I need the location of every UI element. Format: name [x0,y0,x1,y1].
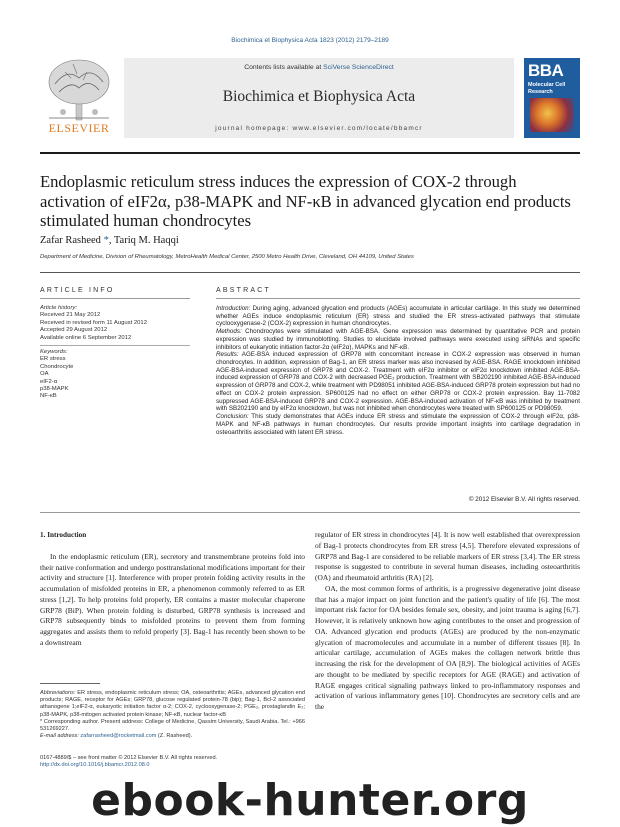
body-paragraph: In the endoplasmic reticulum (ER), secretory and transmembrane proteins fold into their native conformation and undergo posttranslational modifications important for their activity and structure [1]. Interference with proper protein folding activity results in the accumulation of misfolded proteins in ER, a phenomenon commonly referred to as ER stress [1,2]. To help proteins fold properly, ER contains a master molecular chaperone GRP78 (BiP). When protein folding is disturbed, GRP78 synthesis is increased and GRP78 subsequently binds to misfolded proteins to prevent them from forming aggregates and assists them to refold properly [3]. Bag-1 has recently been shown to be a downstream [40,551,305,647]
article-info-heading: ARTICLE INFO [40,287,115,294]
cover-subtitle: Molecular Cell Research [528,82,566,95]
journal-cover-thumbnail [524,58,580,138]
cover-image [530,98,574,132]
article-title: Endoplasmic reticulum stress induces the expression of COX-2 through activation of eIF2α, p38-MAPK and NF-κB in advanced glycation end products stimulated human chondrocytes [40,172,571,230]
keyword: ER stress [40,356,66,363]
body-paragraph: OA, the most common forms of arthritis, is a progressive degenerative joint disease that has a major impact on joint function and the patient's quality of life [6]. The most important risk factor for OA besides female sex, obesity, and joint trauma is aging [6,7]. However, it is relatively unknown how aging contributes to the onset and progression of OA. Advanced glycation end products (AGEs) are produced by the non-enzymatic glycation of macromolecules and accumulate in a number of different tissues [8]. In articular cartilage, accumulation of AGEs makes the collagen network brittle thus increasing the risk for the development of OA [8,9]. The biological activities of AGEs are thought to be mediated by specific receptors for AGE (RAGE) and activation of RAGE engages critical signaling pathways linked to pro-inflammatory responses and activation of various inflammatory genes [10]. Chondrocytes are secretory cells and are the [315,583,580,711]
section-heading: 1. Introduction [40,531,87,539]
history-item: Received 21 May 2012 [40,312,101,319]
body-rule [40,512,580,513]
copyright-notice: © 2012 Elsevier B.V. All rights reserved. [468,496,580,503]
article-info-rule [40,298,190,299]
article-identifiers [40,755,305,770]
body-paragraph: regulator of ER stress in chondrocytes [4]. It is now well established that overexpression of Bag-1 protects chondrocytes from ER stress [4,5]. Therefore elevated expressions of GRP78 and Bag-1 are considered to be reliable markers of ER stress [3,4]. The ER stress response is suggested to contribute in several human diseases, including osteoarthritis (OA) and rheumatoid arthritis (RA) [2]. [315,530,580,582]
sciencedirect-link[interactable]: SciVerse ScienceDirect [323,64,394,71]
masthead-rule [40,152,580,154]
history-item: Received in revised form 11 August 2012 [40,319,147,326]
body-column-right [315,530,580,713]
abstract-results: Results: AGE-BSA induced expression of GRP78 with concomitant increase in COX-2 expression was observed in human chondrocytes. In addition, expression of Bag-1, an ER stress marker was also increased by AGE-BSA. RAGE knockdown inhibited AGE-BSA-induced expression of GRP78 and COX-2. Treatment with eIF2α inhibitor or eIF2α knockdown inhibited AGE-BSA-induced expression of GRP78 and COX-2 with decreased PGE₂ production. Treatment with SB202190 inhibited AGE-BSA-induced expression of GRP78 and COX-2, while treatment with PD98051 inhibited AGE-BSA-induced GRP78 protein expression but had no effect on COX-2 protein expression. SP600125 had no effect on either GRP78 or COX-2 protein expression. Bay 11-7082 suppressed AGE-BSA-induced GRP78 and COX-2 expression. AGE-BSA-induced activation of NF-κB was inhibited by treatment with SB202190 and by eIF2α knockdown, but was not inhibited when chondrocytes were treated with SP600125 or PD98059. [216,351,580,413]
elsevier-tree-icon [43,58,115,122]
journal-masthead [40,58,580,138]
cover-title: BBA [528,61,564,80]
footnote-rule [40,683,100,684]
email-link[interactable]: zafarrasheed@rocketmail.com [80,733,157,740]
email-footnote: E-mail address: zafarrasheed@rocketmail.com (Z. Rasheed). [40,733,193,740]
contents-line [124,58,514,71]
author-line [40,235,179,246]
keywords-label: Keywords: [40,349,68,356]
abstract-conclusion: Conclusion: This study demonstrates that AGEs induce ER stress and stimulate the expression of COX-2 through eIF2α, p38-MAPK and NF-κB pathways in human chondrocytes. Our results provide important insights into cartilage degradation in osteoarthritis associated with latent ER stress. [216,413,580,436]
elsevier-wordmark: ELSEVIER [48,121,110,135]
affiliation: Department of Medicine, Division of Rheumatology, MetroHealth Medical Center, 2500 Metro Health Drive, Cleveland, OH 44109, United States [40,254,414,260]
info-divider [40,345,190,346]
author-name: , Tariq M. Haqqi [108,235,179,246]
journal-title: Biochimica et Biophysica Acta [222,88,416,105]
abstract-body [216,305,580,436]
keyword: NF-κB [40,393,57,400]
history-item: Accepted 29 August 2012 [40,327,108,334]
journal-homepage-link[interactable]: journal homepage: www.elsevier.com/locate/bbamcr [215,125,423,132]
corresponding-author-footnote: * Corresponding author. Present address: College of Medicine, Qassim University, Saudi Arabia. Tel.: +966 531269227. [40,718,305,733]
abstract-heading: ABSTRACT [216,287,271,294]
abbreviations-footnote: Abbreviations: ER stress, endoplasmic reticulum stress; OA, osteoarthritis; AGEs, advanced glycation end products; RAGE, receptor for AGEs; GRP78, glucose regulated protein-78 (bip); Bag-1, Bcl-2 associated athanogene 1;eIF2-α, eukaryotic initiation factor α-2; COX-2, cyclooxygenase-2; PGE₂, prostaglandin E₂; p38-MAPK, p38-mitogen activated protein kinase; NF-κB, nuclear factor-κB [40,690,305,718]
history-label: Article history: [40,305,77,311]
masthead-banner [124,58,514,138]
abstract-introduction: Introduction: During aging, advanced glycation end products (AGEs) accumulate in articular cartilage. In this study we determined whether AGEs induce endoplasmic reticulum (ER) stress and studied the ER stress-activated pathways that stimulate cyclooxygenase-2 (COX-2) expression in human chondrocytes. [216,305,580,328]
footnotes [40,690,305,740]
abstract-methods: Methods: Chondrocytes were stimulated with AGE-BSA. Gene expression was determined by quantitative PCR and protein expression was studied by immunoblotting. Studies to elucidate involved pathways were executed using siRNAs and specific inhibitors of eukaryotic initiation factor-2α (eIF2α), MAPKs and NF-κB. [216,328,580,351]
corresponding-author-marker[interactable]: * [103,235,109,246]
keyword: OA [40,371,49,378]
keyword: Chondrocyte [40,363,74,370]
watermark: ebook-hunter.org [91,775,529,826]
issn-line: 0167-4889/$ – see front matter © 2012 Elsevier B.V. All rights reserved. [40,755,218,761]
elsevier-logo [40,58,118,136]
body-column-left [40,530,305,649]
keyword: eIF2-α [40,378,58,385]
contents-prefix: Contents lists available at [244,64,324,71]
history-item: Available online 6 September 2012 [40,334,132,341]
abstract-rule [216,298,580,299]
keyword: p38-MAPK [40,386,69,393]
article-info [40,305,190,401]
section-rule [40,272,580,273]
journal-citation[interactable]: Biochimica et Biophysica Acta 1823 (2012) 2179–2189 [231,37,389,44]
doi-link[interactable]: http://dx.doi.org/10.1016/j.bbamcr.2012.08.0 [40,762,150,769]
author-name: Zafar Rasheed [40,235,101,246]
